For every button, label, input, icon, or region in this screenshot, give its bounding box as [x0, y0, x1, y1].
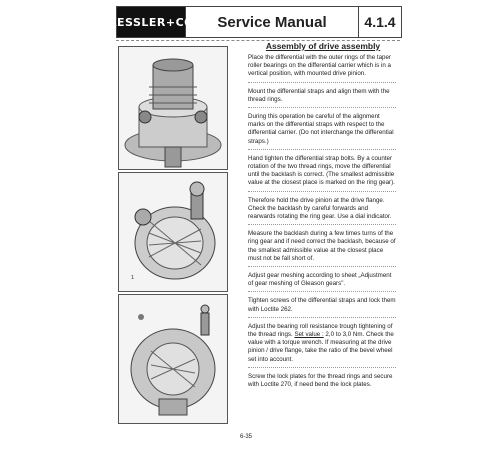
section-title: Assembly of drive assembly: [265, 41, 381, 51]
illustration-bearing-adjustment: [118, 294, 228, 424]
instruction-paragraph: During this operation be careful of the alignment marks on the differential straps with respect to the differential carrier. (Do not interchange the differential straps.): [248, 113, 396, 150]
manual-title: Service Manual: [186, 7, 359, 37]
instructions: [248, 54, 396, 397]
instruction-paragraph: Tighten screws of the differential straps and lock them with Loctite 262.: [248, 297, 396, 317]
instruction-paragraph: Measure the backlash during a few times turns of the ring gear and if need correct the backlash, because of the smallest admissible value at the closest place must not be fall short of.: [248, 230, 396, 267]
instruction-paragraph: Hand tighten the differential strap bolts. By a counter rotation of the two thread rings, move the differential until the backlash is correct. (The smallest admissible value at the closest place is marked on the ring gear).: [248, 155, 396, 192]
kessler-logo: KESSLER+CO: [117, 7, 186, 37]
section-number: 4.1.4: [364, 14, 396, 30]
illustration-backlash-check: [118, 172, 228, 292]
instruction-paragraph: Screw the lock plates for the thread rings and secure with Loctite 270, if need bend the lock plates.: [248, 372, 393, 389]
header: [107, 6, 402, 38]
set-value-label: Set value :: [294, 331, 324, 339]
svg-text:1: 1: [131, 275, 135, 281]
instruction-paragraph: Place the differential with the outer rings of the taper roller bearings on the differential carrier which is in a vertical position, with mounted drive pinion.: [248, 54, 396, 83]
instruction-paragraph: Mount the differential straps and align them with the thread rings.: [248, 88, 396, 108]
illustration-differential-assembly: [118, 46, 228, 170]
instruction-paragraph-set-value: [248, 323, 396, 368]
instruction-paragraph: Therefore hold the drive pinion at the drive flange. Check the backlash by careful forwards and rearwards rotating the ring gear. Use a dial indicator.: [248, 197, 396, 226]
page-number: 6-35: [240, 434, 253, 440]
set-value-text-after: 2,0 to 3,0 Nm. Check the value with a torque wrench. If measuring at the drive pinion / drive flange, take the ratio of the bevel wheel set into account.: [248, 331, 394, 363]
set-value-text-before: Adjust the bearing roll resistance trough tightening of the thread rings.: [248, 322, 393, 339]
instruction-paragraph: Adjust gear meshing according to sheet „Adjustment of gear meshing of Gleason gears".: [248, 272, 396, 292]
